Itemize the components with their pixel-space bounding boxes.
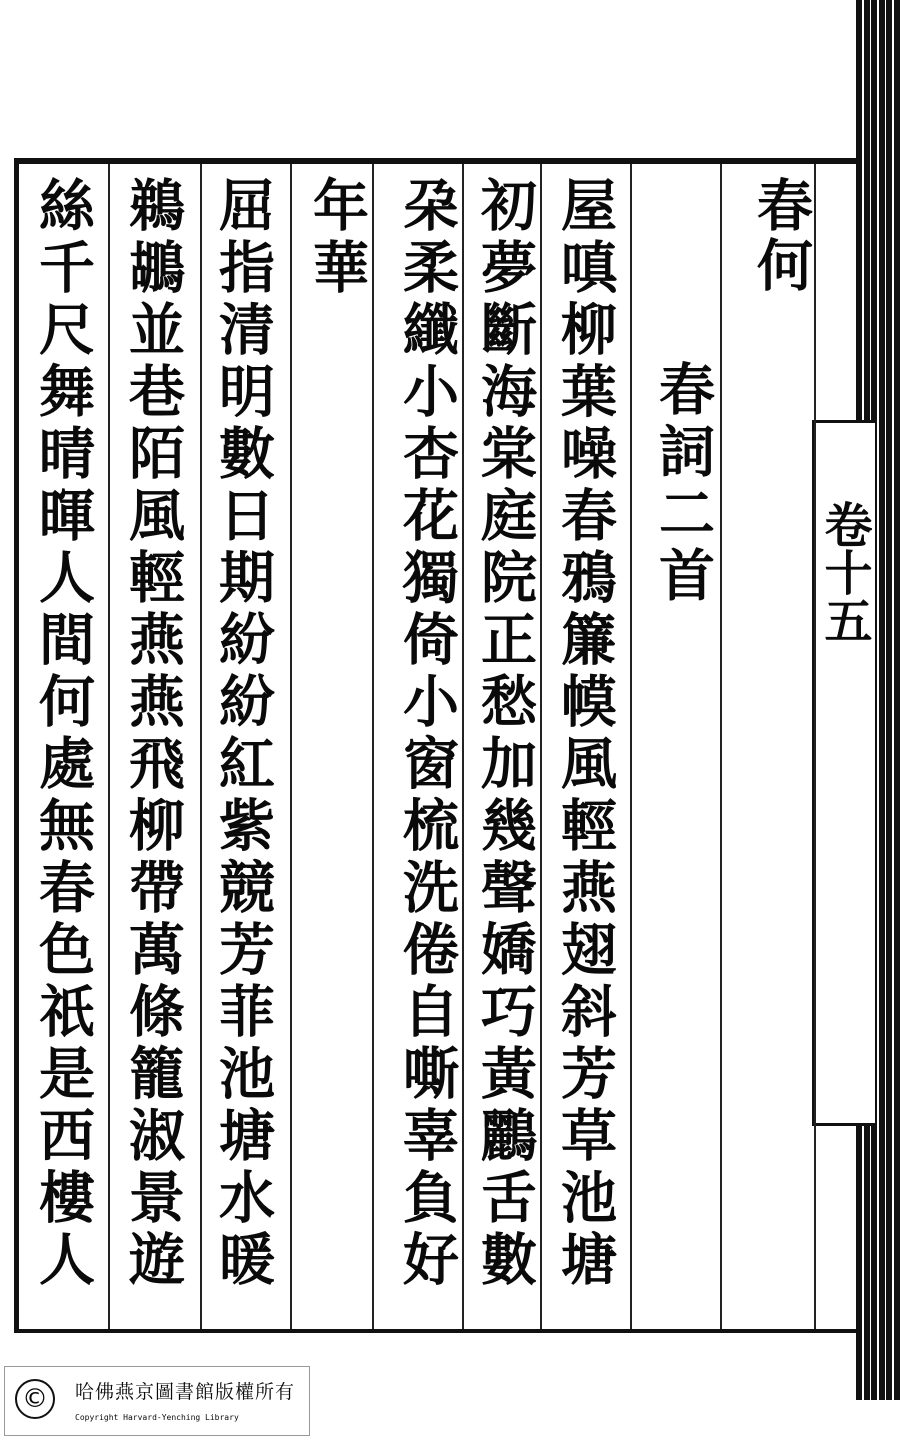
copyright-icon: © — [15, 1379, 55, 1419]
copyright-chinese: 哈佛燕京圖書館版權所有 — [75, 1381, 296, 1403]
column-rule — [540, 164, 542, 1329]
column-rule — [720, 164, 722, 1329]
text-column: 初夢斷海棠庭院正愁加幾聲嬌巧黃鸝舌數 — [472, 176, 538, 1292]
text-column: 鵜鶘並巷陌風輕燕燕飛柳帶萬條籠淑景遊 — [120, 176, 186, 1292]
copyright-english: Copyright Harvard-Yenching Library — [75, 1413, 239, 1422]
column-rule — [462, 164, 464, 1329]
column-rule — [630, 164, 632, 1329]
text-column: 年華 — [304, 176, 370, 300]
column-rule — [200, 164, 202, 1329]
text-column: 絲千尺舞晴暉人間何處無春色祇是西樓人 — [30, 176, 96, 1292]
poem-title: 春詞二首 — [650, 360, 716, 608]
text-column: 朶柔纖小杏花獨倚小窗梳洗倦自嘶辜負好 — [394, 176, 460, 1292]
section-title: 春何 — [748, 176, 814, 296]
column-rule — [108, 164, 110, 1329]
text-column: 屋嗔柳葉噪春鴉簾幙風輕燕翅斜芳草池塘 — [552, 176, 618, 1292]
spine-label: 卷十五 — [816, 500, 872, 644]
copyright-stamp — [4, 1366, 310, 1436]
text-column: 屈指清明數日期紛紛紅紫競芳菲池塘水暖 — [210, 176, 276, 1292]
column-rule — [372, 164, 374, 1329]
column-rule — [290, 164, 292, 1329]
column-rule — [814, 164, 816, 1329]
